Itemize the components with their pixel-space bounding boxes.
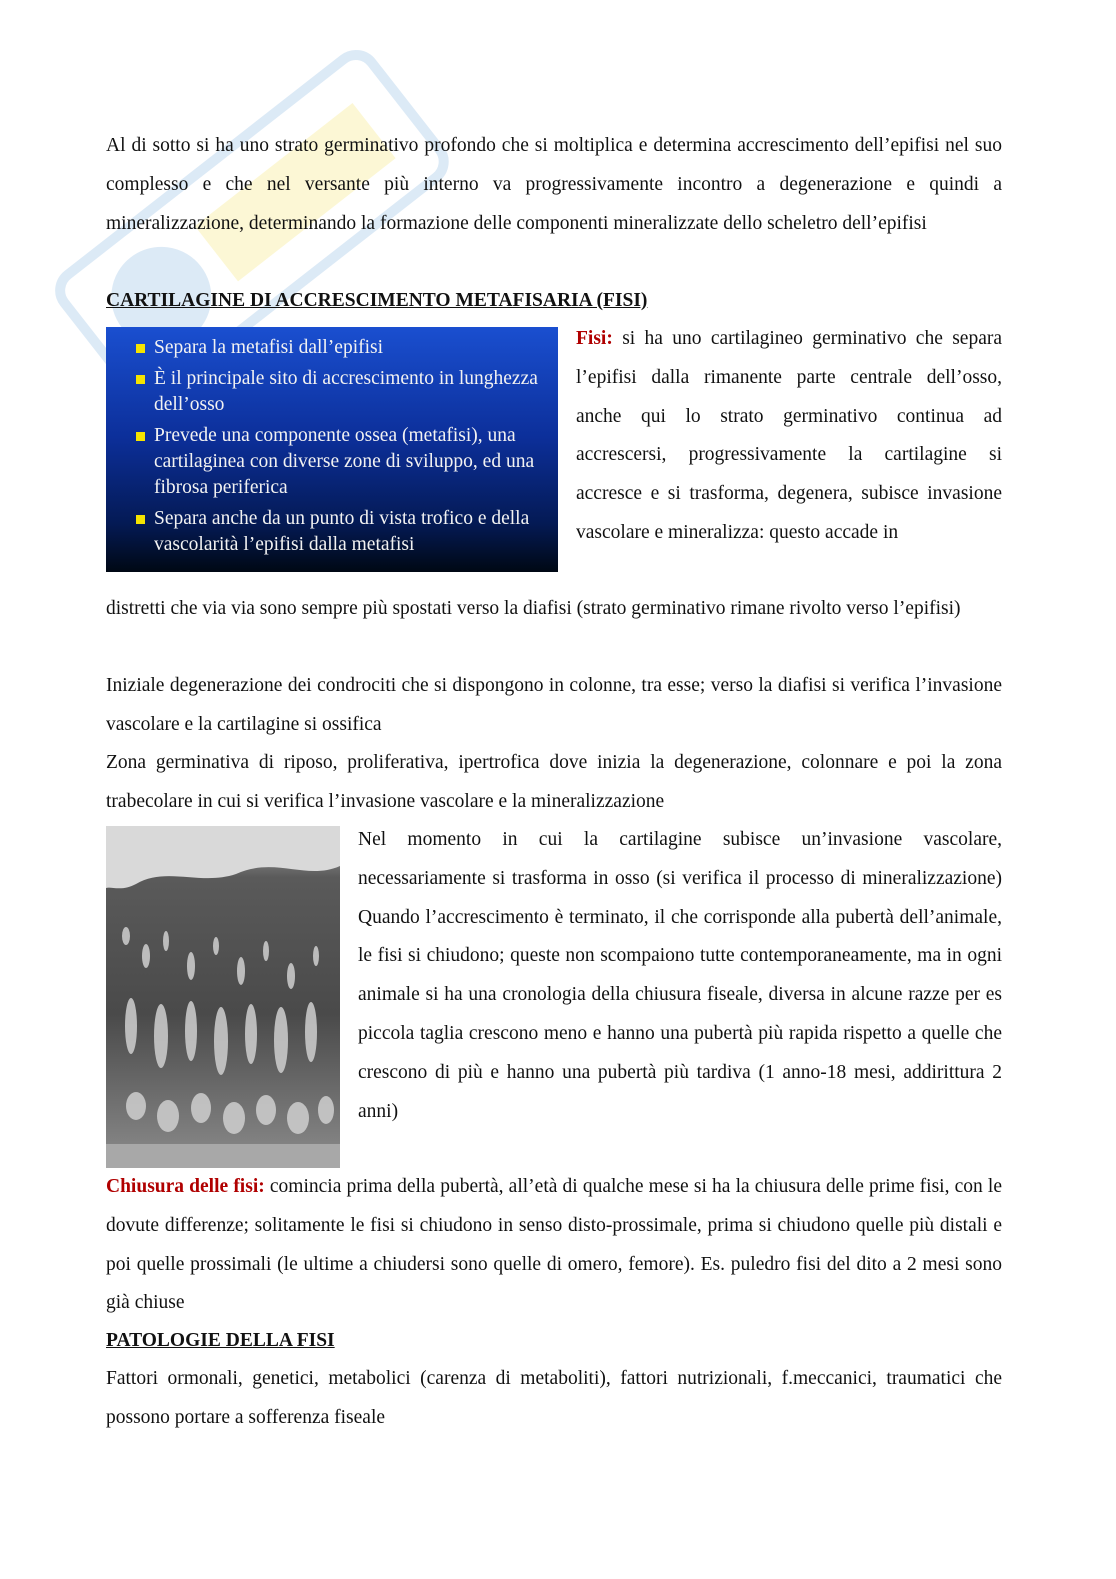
slide-bullet-item: Separa anche da un punto di vista trofico e della vascolarità l’epifisi dalla metafisi: [136, 506, 540, 558]
bullet-square-icon: [136, 432, 145, 441]
bullet-square-icon: [136, 375, 145, 384]
bullet-square-icon: [136, 515, 145, 524]
bullet-square-icon: [136, 344, 145, 353]
fisi-text-side: si ha uno cartilagineo germinativo che separa l’epifisi dalla rimanente parte centrale dell’osso, anche qui lo strato germinativo continua ad accrescersi, progressivamente la cartilagine si accresce e si trasforma, degenera, subisce invasione vascolare e mineralizza: questo accade in: [576, 328, 1003, 543]
intro-paragraph: Al di sotto si ha uno strato germinativo profondo che si moltiplica e determina accrescimento dell’epifisi nel suo complesso e che nel versante più interno va progressivamente incontro a degenerazione e quindi a mineralizzazione, determinando la formazione delle componenti mineralizzate dello scheletro dell’epifisi: [106, 135, 1002, 234]
section-heading-patologie: PATOLOGIE DELLA FISI: [106, 1330, 335, 1351]
slide-bullet-list: [136, 335, 540, 558]
fisi-paragraph-continuation: distretti che via via sono sempre più spostati verso la diafisi (strato germinativo rimane rivolto verso l’epifisi): [106, 598, 961, 619]
fisi-label: Fisi:: [576, 328, 613, 349]
fisi-paragraph-side: [576, 320, 1002, 553]
chiusura-text: comincia prima della pubertà, all’età di qualche mese si ha la chiusura delle prime fisi, con le dovute differenze; solitamente le fisi si chiudono in senso disto-prossimale, prima si chiudono quelle più distali e poi quelle prossimali (le ultime a chiudersi sono quelle di omero, femore). Es. puledro fisi del dito a 2 mesi sono già chiuse: [106, 1176, 1003, 1314]
slide-bullet-item: Separa la metafisi dall’epifisi: [136, 335, 540, 361]
slide-bullet-item: Prevede una componente ossea (metafisi), una cartilaginea con diverse zone di sviluppo, ed una fibrosa periferica: [136, 423, 540, 501]
slide-bullet-item: È il principale sito di accrescimento in lunghezza dell’osso: [136, 366, 540, 418]
section-heading-cartilagine: CARTILAGINE DI ACCRESCIMENTO METAFISARIA (FISI): [106, 290, 648, 311]
micrograph-image: [106, 826, 340, 1168]
chiusura-paragraph: [106, 1168, 1002, 1323]
degeneration-paragraph: Iniziale degenerazione dei condrociti che si dispongono in colonne, tra esse; verso la diafisi si verifica l’invasione vascolare e la cartilagine si ossifica: [106, 675, 1002, 735]
chiusura-label: Chiusura delle fisi:: [106, 1176, 265, 1197]
zones-paragraph: Zona germinativa di riposo, proliferativa, ipertrofica dove inizia la degenerazione, colonnare e poi la zona trabecolare in cui si verifica l’invasione vascolare e la mineralizzazione: [106, 752, 1002, 812]
patologie-paragraph: Fattori ormonali, genetici, metabolici (carenza di metaboliti), fattori nutrizionali, f.meccanici, traumatici che possono portare a sofferenza fiseale: [106, 1368, 1002, 1428]
slide-image-fisi: [106, 327, 558, 572]
closure-paragraph: Nel momento in cui la cartilagine subisce un’invasione vascolare, necessariamente si trasforma in osso (si verifica il processo di mineralizzazione) Quando l’accrescimento è terminato, il che corrisponde alla pubertà dell’animale, le fisi si chiudono; queste non scompaiono tutte contemporaneamente, ma in ogni animale si ha una cronologia della chiusura fiseale, diversa in alcune razze per es piccola taglia crescono meno e hanno una pubertà più rapida rispetto a quelle che crescono di più e hanno una pubertà più tardiva (1 anno-18 mesi, addirittura 2 anni): [358, 829, 1002, 1122]
